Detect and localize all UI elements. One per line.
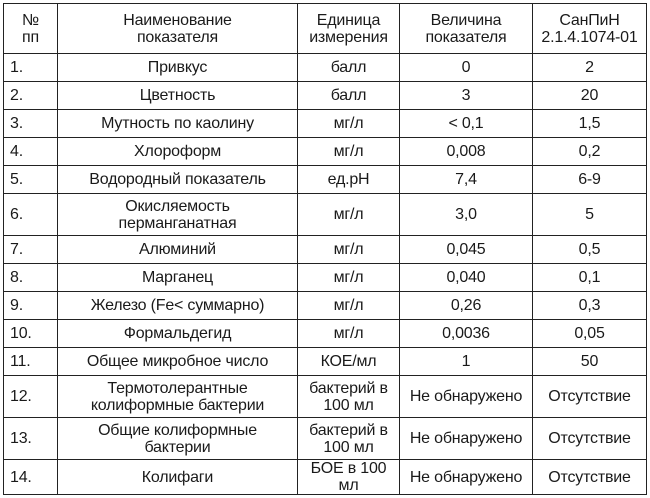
row-number-cell: 6.	[4, 194, 58, 236]
indicator-name-cell: Термотолерантные колиформные бактерии	[58, 376, 298, 418]
value-cell: 0,0036	[400, 320, 533, 348]
table-row	[4, 54, 647, 82]
indicator-name-cell: Железо (Fe< суммарно)	[58, 292, 298, 320]
value-cell: < 0,1	[400, 110, 533, 138]
unit-cell: мг/л	[298, 194, 400, 236]
value-cell: 0,26	[400, 292, 533, 320]
value-cell: Не обнаружено	[400, 460, 533, 495]
value-cell: 0,008	[400, 138, 533, 166]
norm-cell: Отсутствие	[533, 460, 647, 495]
norm-cell: 0,3	[533, 292, 647, 320]
norm-cell: 0,5	[533, 236, 647, 264]
unit-cell: мг/л	[298, 236, 400, 264]
row-number-cell: 10.	[4, 320, 58, 348]
header-row	[4, 4, 647, 54]
table-row	[4, 194, 647, 236]
norm-cell: 2	[533, 54, 647, 82]
indicator-name-cell: Водородный показатель	[58, 166, 298, 194]
unit-cell: мг/л	[298, 110, 400, 138]
norm-cell: 50	[533, 348, 647, 376]
value-cell: 3	[400, 82, 533, 110]
row-number-cell: 11.	[4, 348, 58, 376]
norm-cell: 0,1	[533, 264, 647, 292]
table-row	[4, 292, 647, 320]
value-cell: 0,040	[400, 264, 533, 292]
norm-cell: 6-9	[533, 166, 647, 194]
value-cell: 7,4	[400, 166, 533, 194]
indicator-name-cell: Алюминий	[58, 236, 298, 264]
table-row	[4, 110, 647, 138]
header-cell-unit: Единица измерения	[298, 4, 400, 54]
norm-cell: Отсутствие	[533, 418, 647, 460]
row-number-cell: 9.	[4, 292, 58, 320]
header-cell-number: № пп	[4, 4, 58, 54]
unit-cell: бактерий в 100 мл	[298, 418, 400, 460]
norm-cell: 0,05	[533, 320, 647, 348]
table-row	[4, 460, 647, 495]
row-number-cell: 5.	[4, 166, 58, 194]
unit-cell: балл	[298, 82, 400, 110]
table-row	[4, 320, 647, 348]
indicator-name-cell: Окисляемость перманганатная	[58, 194, 298, 236]
table-row	[4, 138, 647, 166]
value-cell: 0,045	[400, 236, 533, 264]
indicator-name-cell: Формальдегид	[58, 320, 298, 348]
unit-cell: ед.pH	[298, 166, 400, 194]
row-number-cell: 2.	[4, 82, 58, 110]
water-quality-table	[3, 3, 647, 495]
table-row	[4, 166, 647, 194]
value-cell: 1	[400, 348, 533, 376]
table-row	[4, 418, 647, 460]
unit-cell: бактерий в 100 мл	[298, 376, 400, 418]
table-row	[4, 236, 647, 264]
norm-cell: 5	[533, 194, 647, 236]
row-number-cell: 3.	[4, 110, 58, 138]
value-cell: 3,0	[400, 194, 533, 236]
row-number-cell: 8.	[4, 264, 58, 292]
indicator-name-cell: Общее микробное число	[58, 348, 298, 376]
row-number-cell: 1.	[4, 54, 58, 82]
row-number-cell: 13.	[4, 418, 58, 460]
table-row	[4, 348, 647, 376]
header-cell-norm: СанПиН 2.1.4.1074-01	[533, 4, 647, 54]
indicator-name-cell: Мутность по каолину	[58, 110, 298, 138]
unit-cell: балл	[298, 54, 400, 82]
table-row	[4, 82, 647, 110]
row-number-cell: 12.	[4, 376, 58, 418]
table-row	[4, 376, 647, 418]
header-cell-value: Величина показателя	[400, 4, 533, 54]
value-cell: Не обнаружено	[400, 418, 533, 460]
row-number-cell: 14.	[4, 460, 58, 495]
header-cell-name: Наименование показателя	[58, 4, 298, 54]
unit-cell: мг/л	[298, 292, 400, 320]
indicator-name-cell: Хлороформ	[58, 138, 298, 166]
row-number-cell: 7.	[4, 236, 58, 264]
norm-cell: 0,2	[533, 138, 647, 166]
unit-cell: мг/л	[298, 264, 400, 292]
indicator-name-cell: Марганец	[58, 264, 298, 292]
unit-cell: мг/л	[298, 138, 400, 166]
norm-cell: 20	[533, 82, 647, 110]
norm-cell: Отсутствие	[533, 376, 647, 418]
indicator-name-cell: Общие колиформные бактерии	[58, 418, 298, 460]
indicator-name-cell: Колифаги	[58, 460, 298, 495]
value-cell: Не обнаружено	[400, 376, 533, 418]
row-number-cell: 4.	[4, 138, 58, 166]
value-cell: 0	[400, 54, 533, 82]
indicator-name-cell: Привкус	[58, 54, 298, 82]
unit-cell: КОЕ/мл	[298, 348, 400, 376]
unit-cell: мг/л	[298, 320, 400, 348]
unit-cell: БОЕ в 100 мл	[298, 460, 400, 495]
indicator-name-cell: Цветность	[58, 82, 298, 110]
norm-cell: 1,5	[533, 110, 647, 138]
table-row	[4, 264, 647, 292]
